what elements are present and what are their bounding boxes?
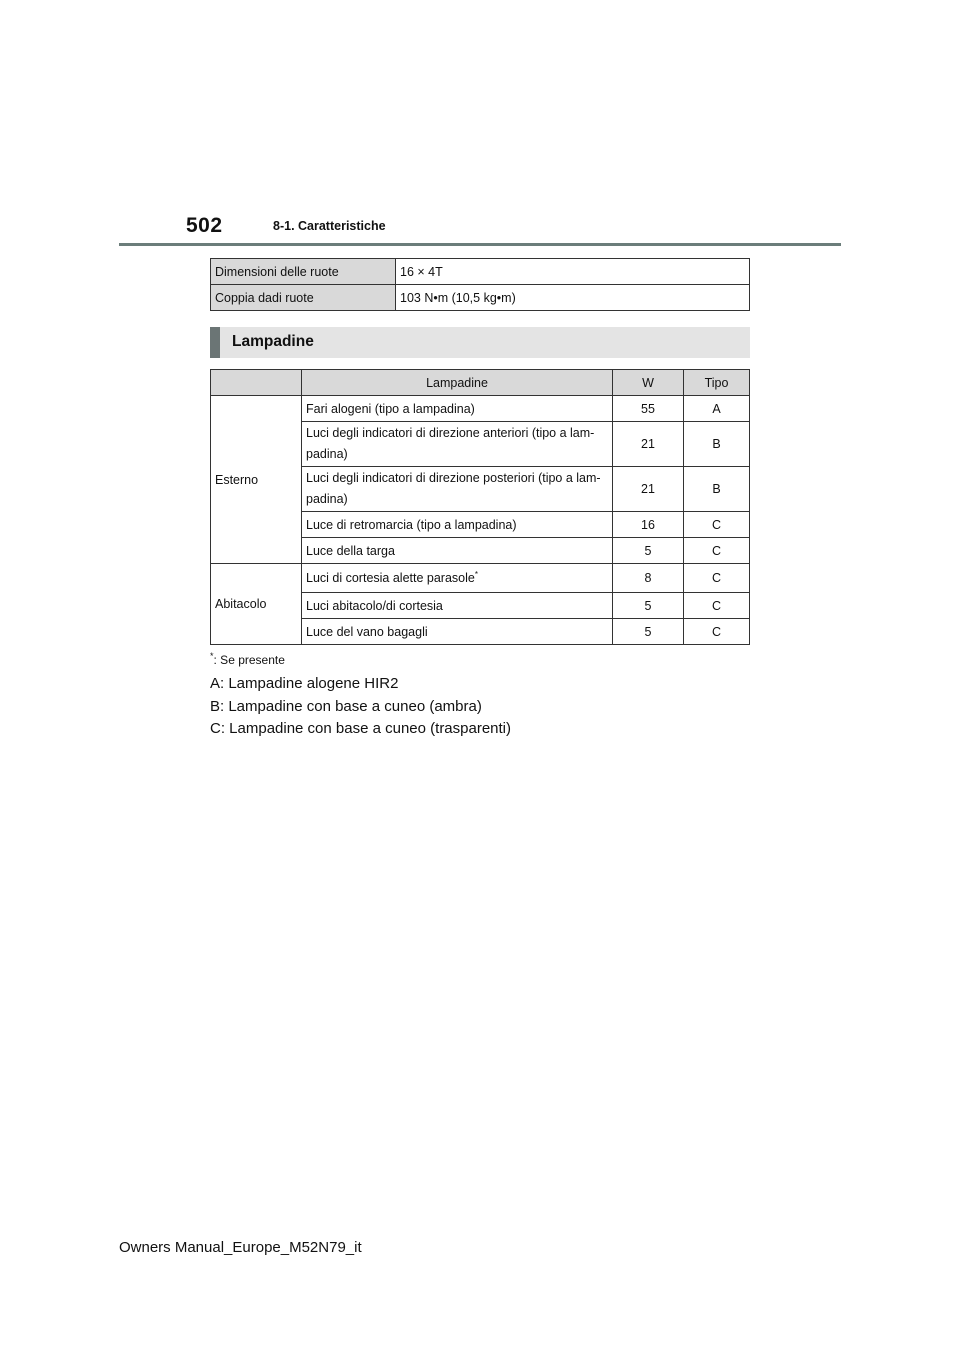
desc-line: Luci degli indicatori di direzione anteriori (tipo a lam- [306,426,595,440]
page-number: 502 [186,214,223,237]
lamp-description: Luci abitacolo/di cortesia [302,593,613,619]
lamp-type: A [684,396,750,422]
table-header-row [211,370,750,396]
lamp-description: Fari alogeni (tipo a lampadina) [302,396,613,422]
lamp-watt: 21 [613,422,684,467]
lamp-type: C [684,593,750,619]
lamp-watt: 16 [613,512,684,538]
spec-value: 16 × 4T [396,259,750,285]
bulb-table [210,369,750,645]
spec-label: Dimensioni delle ruote [211,259,396,285]
table-row [211,396,750,422]
spec-value: 103 N•m (10,5 kg•m) [396,285,750,311]
table-row [211,259,750,285]
lamp-description: Luce del vano bagagli [302,619,613,645]
lamp-description: Luce di retromarcia (tipo a lampadina) [302,512,613,538]
column-header-type: Tipo [684,370,750,396]
table-row [211,564,750,593]
legend-item: B: Lampadine con base a cuneo (ambra) [210,698,482,715]
lamp-watt: 55 [613,396,684,422]
legend-item: C: Lampadine con base a cuneo (trasparenti) [210,720,512,737]
desc-text: Luci di cortesia alette parasole [306,571,475,586]
footnote-mark: * [210,651,214,661]
lamp-watt: 5 [613,619,684,645]
header-rule [119,243,841,246]
lamp-description: Luce della targa [302,538,613,564]
lamp-watt: 5 [613,593,684,619]
group-label-cabin: Abitacolo [211,564,302,645]
lamp-type: C [684,538,750,564]
lamp-type: C [684,564,750,593]
footnote [210,651,285,667]
column-header-group [211,370,302,396]
footnote-marker: * [474,570,478,580]
page-footer: Owners Manual_Europe_M52N79_it [119,1239,362,1256]
desc-line: padina) [306,447,348,461]
column-header-watt: W [613,370,684,396]
table-row [211,285,750,311]
spec-label: Coppia dadi ruote [211,285,396,311]
lamp-watt: 5 [613,538,684,564]
lamp-description [302,564,613,593]
lamp-watt: 8 [613,564,684,593]
lamp-type: B [684,467,750,512]
group-label-exterior: Esterno [211,396,302,564]
desc-line: Luci degli indicatori di direzione posteriori (tipo a lam- [306,471,601,485]
section-title: 8-1. Caratteristiche [273,219,386,233]
lamp-type: B [684,422,750,467]
column-header-lamp: Lampadine [302,370,613,396]
lamp-description [302,422,613,467]
wheel-spec-table [210,258,750,311]
legend-item: A: Lampadine alogene HIR2 [210,675,399,692]
lamp-watt: 21 [613,467,684,512]
footnote-text: : Se presente [213,653,285,667]
lamp-type: C [684,512,750,538]
lamp-description [302,467,613,512]
desc-line: padina) [306,492,348,506]
lamps-section-heading [210,327,750,358]
lamps-heading-text: Lampadine [232,333,314,350]
lamp-type: C [684,619,750,645]
